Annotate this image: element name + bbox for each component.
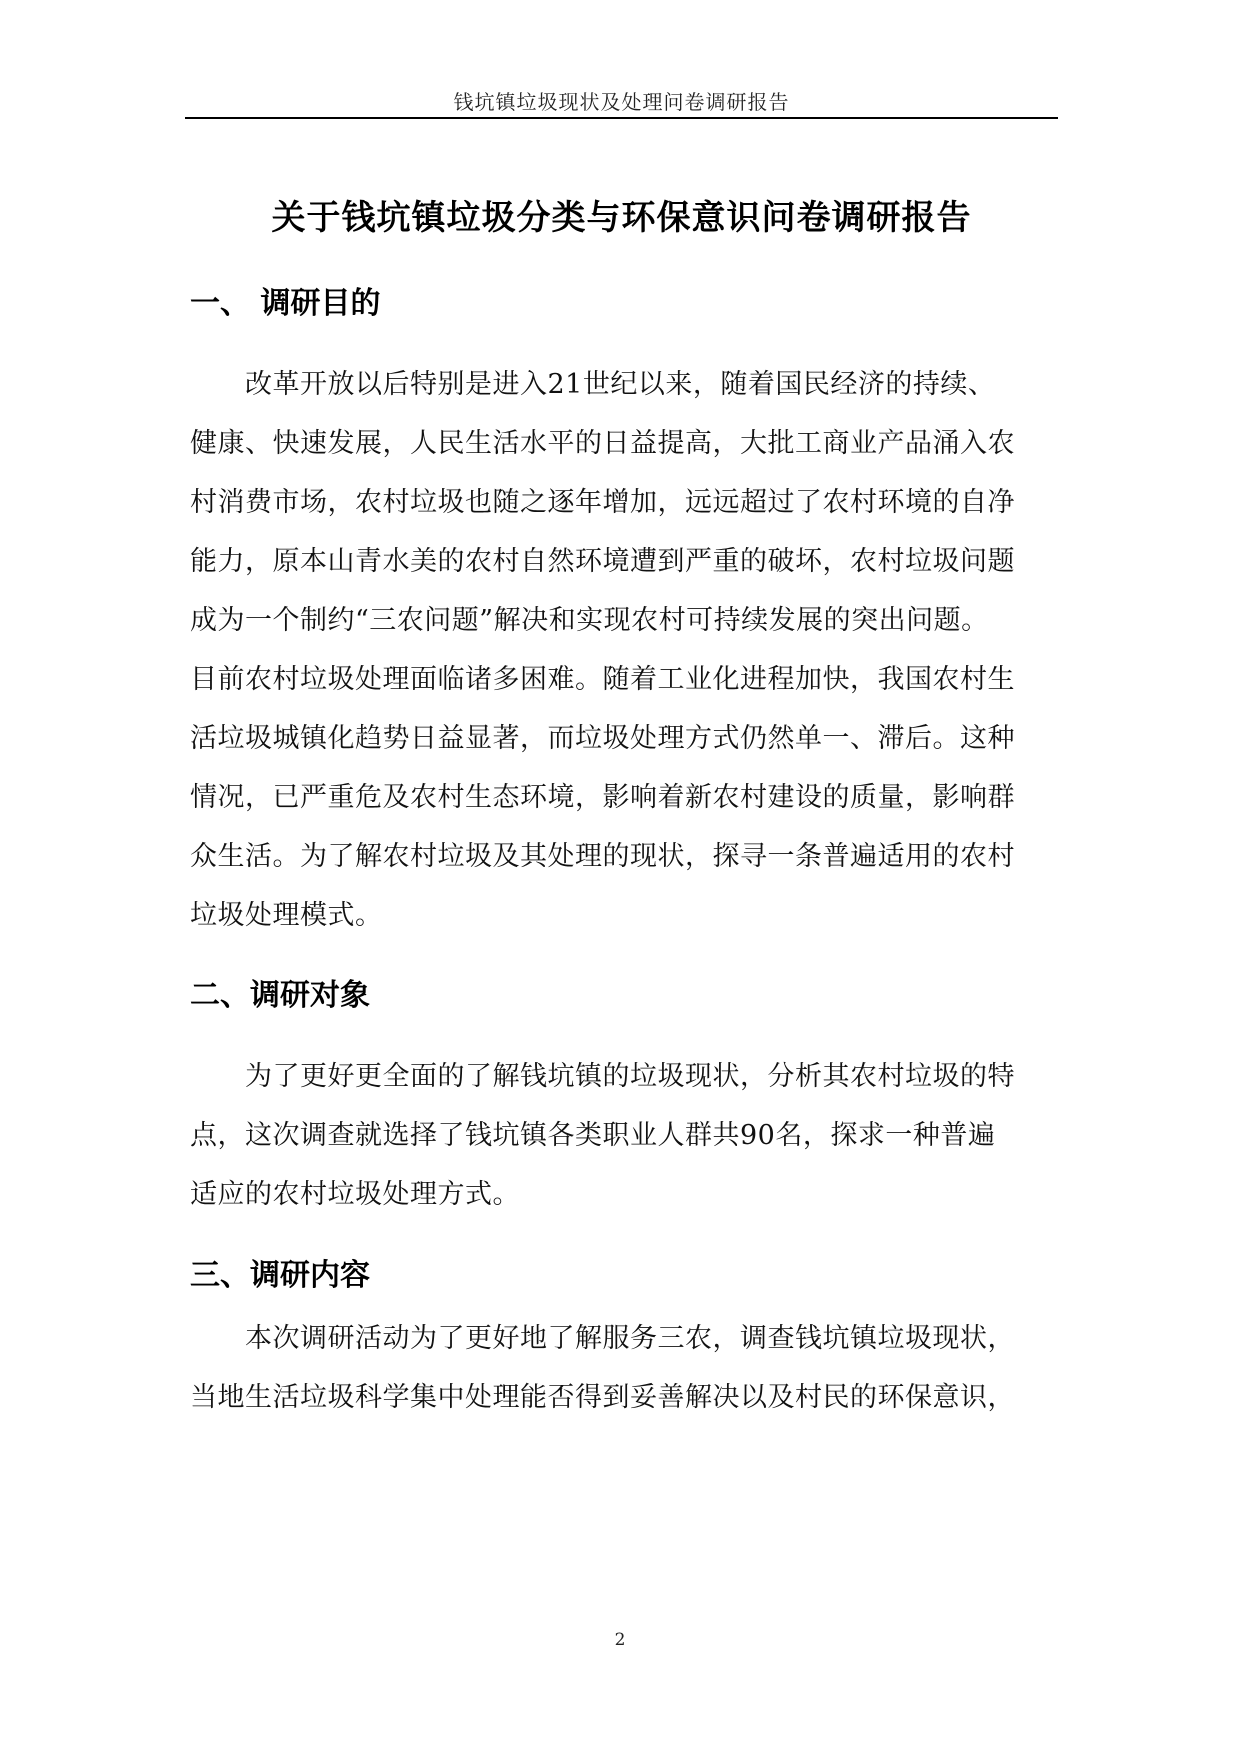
paragraph-line: 健康、快速发展，人民生活水平的日益提高，大批工商业产品涌入农 — [190, 428, 1015, 459]
paragraph-line: 为了更好更全面的了解钱坑镇的垃圾现状，分析其农村垃圾的特 — [245, 1061, 1015, 1092]
header-rule — [185, 117, 1058, 119]
section-heading-purpose: 一、 调研目的 — [190, 286, 381, 321]
running-header: 钱坑镇垃圾现状及处理问卷调研报告 — [453, 90, 790, 114]
paragraph-line: 众生活。为了解农村垃圾及其处理的现状，探寻一条普遍适用的农村 — [190, 841, 1015, 872]
paragraph-line: 目前农村垃圾处理面临诸多困难。随着工业化进程加快，我国农村生 — [190, 664, 1015, 695]
paragraph-line: 适应的农村垃圾处理方式。 — [190, 1179, 520, 1210]
paragraph-line: 能力，原本山青水美的农村自然环境遭到严重的破坏，农村垃圾问题 — [190, 546, 1015, 577]
paragraph-line: 活垃圾城镇化趋势日益显著，而垃圾处理方式仍然单一、滞后。这种 — [190, 723, 1015, 754]
paragraph-line: 点，这次调查就选择了钱坑镇各类职业人群共90名，探求一种普遍 — [190, 1120, 996, 1151]
page-number: 2 — [614, 1630, 626, 1650]
paragraph-line: 情况，已严重危及农村生态环境，影响着新农村建设的质量，影响群 — [190, 782, 1015, 813]
paragraph-line: 垃圾处理模式。 — [190, 900, 383, 931]
paragraph-line: 本次调研活动为了更好地了解服务三农，调查钱坑镇垃圾现状， — [245, 1323, 1015, 1354]
paragraph-line: 成为一个制约“三农问题”解决和实现农村可持续发展的突出问题。 — [190, 605, 989, 636]
paragraph-line: 改革开放以后特别是进入21世纪以来，随着国民经济的持续、 — [245, 369, 996, 400]
section-heading-content: 三、调研内容 — [190, 1258, 370, 1293]
section-heading-subjects: 二、调研对象 — [190, 978, 370, 1013]
paragraph-line: 村消费市场，农村垃圾也随之逐年增加，远远超过了农村环境的自净 — [190, 487, 1015, 518]
document-title: 关于钱坑镇垃圾分类与环保意识问卷调研报告 — [271, 198, 972, 238]
paragraph-line: 当地生活垃圾科学集中处理能否得到妥善解决以及村民的环保意识， — [190, 1382, 1015, 1413]
